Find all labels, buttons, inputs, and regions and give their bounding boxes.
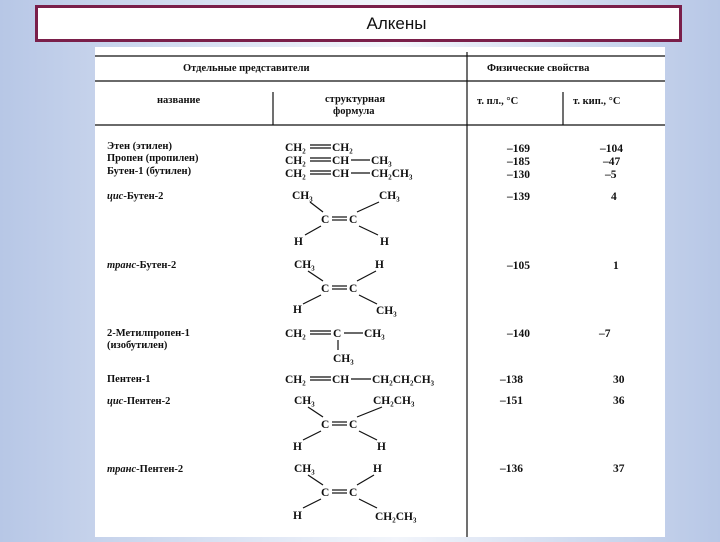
header-bp: т. кип., °C [573,96,621,107]
single-bond-line [359,295,377,304]
single-bond-line [359,431,377,440]
row-isobutylene [107,328,611,365]
single-bond-line [310,202,323,212]
melting-point: –151 [500,395,523,407]
row-name-line1: 2-Метилпропен-1 [107,328,190,339]
alkenes-table-sheet [95,47,665,537]
alkene-carbon: C [349,419,358,431]
single-bond-line [357,202,379,212]
single-bond-line [308,271,323,281]
single-bond-line [357,271,376,281]
formula-atom: CH [332,155,350,167]
header-formula-line2: формула [333,106,375,117]
single-bond-line [357,475,374,485]
name-rest: -Пентен-2 [136,464,184,475]
formula-atom: CH₃ [364,328,385,340]
substituent-top-left: CH₃ [292,190,313,202]
substituent-bottom-right: H [380,236,389,248]
melting-point: –138 [500,374,523,386]
boiling-point: 4 [611,191,617,203]
formula-atom: CH₂ [332,142,353,154]
alkenes-table [95,47,665,537]
boiling-point: –5 [605,169,617,181]
name-rest: -Бутен-2 [136,260,177,271]
melting-point: –105 [507,260,530,272]
header-group-left: Отдельные представители [183,63,310,74]
header-name: название [157,95,201,106]
substituent-top-left: CH₃ [294,395,315,407]
formula-atom: CH [332,168,350,180]
substituent-bottom-right: CH₃ [376,305,397,317]
row-trans-butene-2 [107,259,619,317]
substituent-top-right: H [373,463,382,475]
isomer-prefix: цис [107,191,124,202]
slide-title-box [35,5,682,42]
boiling-point: –47 [603,156,621,168]
formula-atom: CH₂CH₃ [371,168,413,180]
formula-atom: CH₃ [371,155,392,167]
row-name [107,396,170,407]
row-cis-butene-2 [107,190,617,248]
row-name: Пентен-1 [107,374,151,385]
melting-point: –185 [507,156,530,168]
boiling-point: 37 [613,463,625,475]
alkene-carbon: C [349,214,358,226]
substituent-bottom-left: H [294,236,303,248]
isomer-prefix: транс [107,260,137,271]
isomer-prefix: цис [107,396,124,407]
substituent-bottom-left: H [293,304,302,316]
alkene-carbon: C [321,283,330,295]
substituent-top-right: CH₃ [379,190,400,202]
formula-atom: CH [332,374,350,386]
row-butene-1 [107,166,617,181]
single-bond-line [357,407,382,417]
single-bond-line [359,499,377,508]
formula-atom: CH₂ [285,374,306,386]
alkene-carbon: C [321,214,330,226]
melting-point: –169 [507,143,530,155]
boiling-point: –7 [599,328,611,340]
alkene-carbon: C [321,487,330,499]
substituent-bottom-left: H [293,510,302,522]
name-rest: -Пентен-2 [123,396,171,407]
formula-atom: CH₂ [285,142,306,154]
substituent-top-left: CH₃ [294,463,315,475]
melting-point: –140 [507,328,530,340]
header-group-right: Физические свойства [487,63,590,74]
substituent-bottom-right: CH₂CH₃ [375,511,417,523]
formula-atom: C [333,328,342,340]
single-bond-line [303,295,321,304]
single-bond-line [359,226,378,235]
slide-title: Алкены [366,13,427,33]
row-pentene-1 [107,374,625,386]
substituent-top-left: CH₃ [294,259,315,271]
formula-atom: CH₂ [285,328,306,340]
row-name [107,464,183,475]
single-bond-line [305,226,321,235]
boiling-point: –104 [600,143,623,155]
substituent-top-right: H [375,259,384,271]
row-name: Этен (этилен) [107,141,172,152]
alkene-carbon: C [349,487,358,499]
formula-atom: CH₂ [285,168,306,180]
single-bond-line [308,407,323,417]
boiling-point: 30 [613,374,625,386]
name-rest: -Бутен-2 [123,191,164,202]
boiling-point: 36 [613,395,625,407]
alkene-carbon: C [349,283,358,295]
substituent-top-right: CH₂CH₃ [373,395,415,407]
isomer-prefix: транс [107,464,137,475]
row-trans-pentene-2 [107,463,625,523]
substituent-bottom-left: H [293,441,302,453]
single-bond-line [303,499,321,508]
formula-atom: CH₂CH₂CH₃ [372,374,435,386]
row-name [107,191,163,202]
melting-point: –136 [500,463,523,475]
formula-atom: CH₂ [285,155,306,167]
branch-methyl: CH₃ [333,353,354,365]
melting-point: –130 [507,169,530,181]
substituent-bottom-right: H [377,441,386,453]
melting-point: –139 [507,191,530,203]
header-formula-line1: структурная [325,94,386,105]
single-bond-line [308,475,323,485]
row-name-line2: (изобутилен) [107,340,168,351]
row-name [107,260,176,271]
row-cis-pentene-2 [107,395,625,453]
alkene-carbon: C [321,419,330,431]
row-name: Бутен-1 (бутилен) [107,166,192,177]
single-bond-line [303,431,321,440]
header-mp: т. пл., °C [477,96,519,107]
row-name: Пропен (пропилен) [107,153,199,164]
boiling-point: 1 [613,260,619,272]
